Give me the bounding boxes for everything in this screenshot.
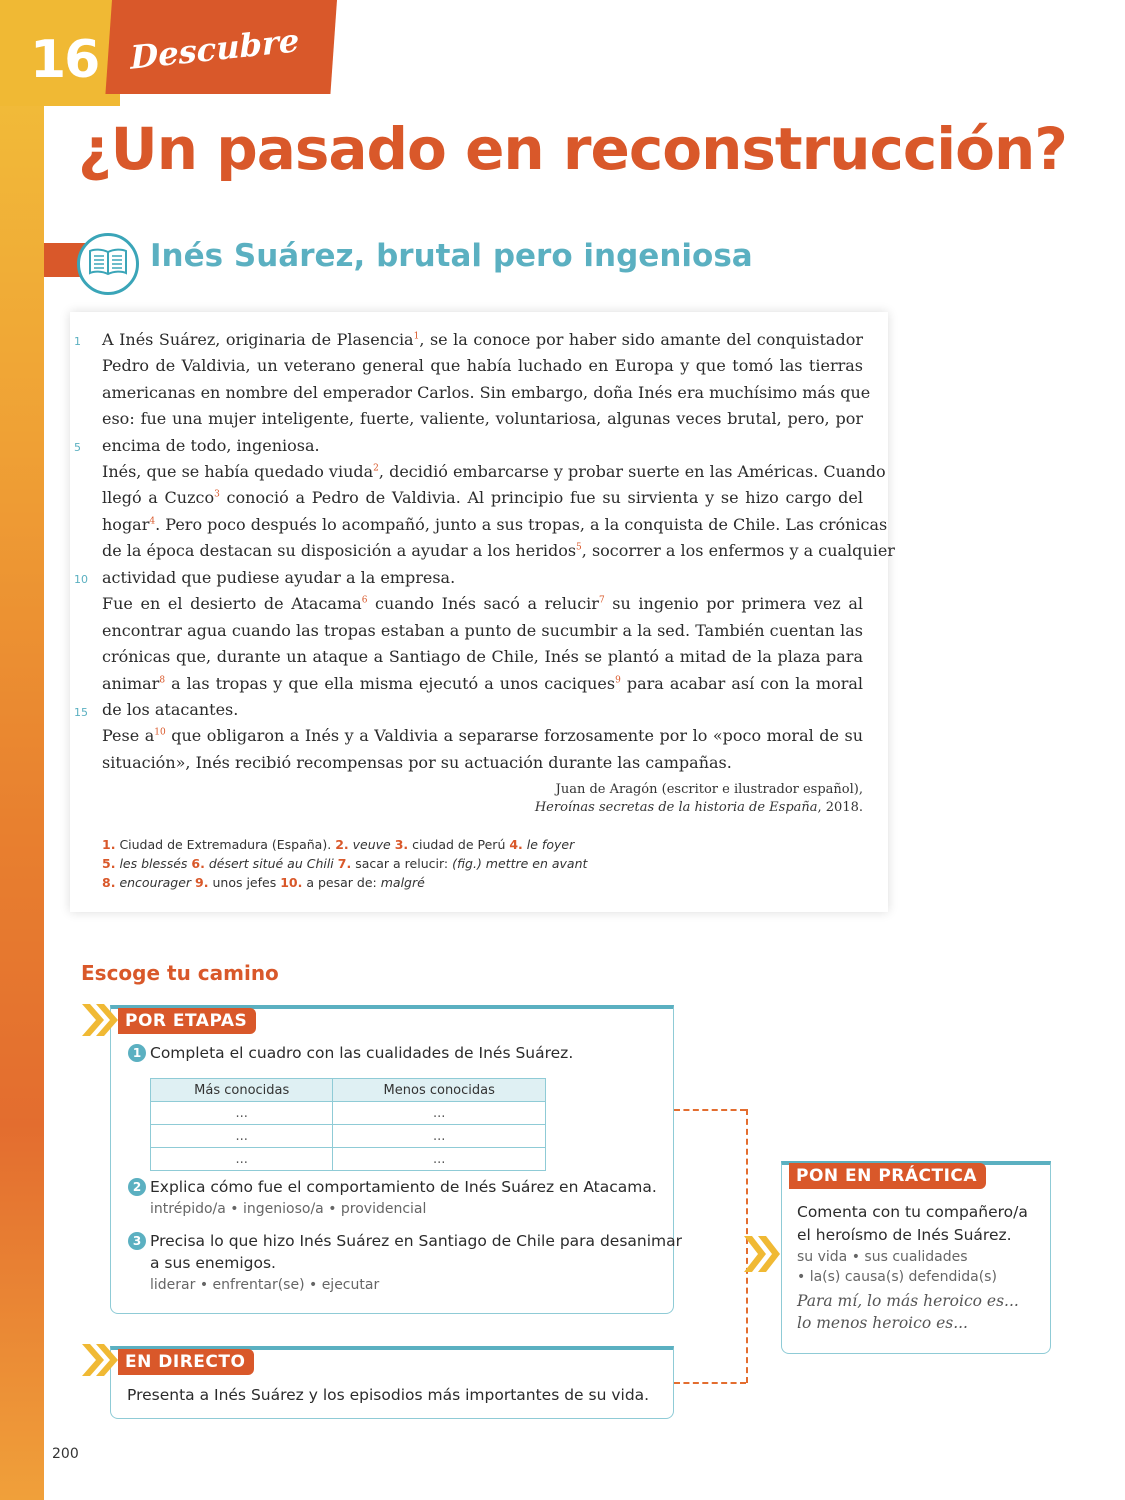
activities-heading: Escoge tu camino (81, 961, 279, 985)
open-book-icon (77, 233, 139, 295)
text-line: crónicas que, durante un ataque a Santiago de Chile, Inés se plantó a mitad de la plaza para (102, 647, 863, 666)
text-line: hogar$^4$. Pero poco después lo acompañó, junto a sus tropas, a la conquista de Chile. Las crónicas (102, 515, 888, 534)
unit-number-badge (0, 0, 120, 106)
chevron-double-icon (742, 1234, 784, 1274)
page-number: 200 (52, 1446, 79, 1462)
question-2-hint: intrépido/a • ingenioso/a • providencial (150, 1201, 427, 1217)
footnotes-line-1: 1. Ciudad de Extremadura (España). 2. veuve 3. ciudad de Perú 4. le foyer (102, 837, 575, 852)
text-line: Pedro de Valdivia, un veterano general que había luchado en Europa y que tomó las tierras (102, 356, 863, 375)
reading-heading: Inés Suárez, brutal pero ingeniosa (150, 238, 753, 274)
practice-text: Comenta con tu compañero/a (797, 1203, 1028, 1221)
table-header: Menos conocidas (333, 1079, 546, 1102)
table-cell[interactable]: ... (151, 1148, 333, 1171)
left-decorative-band (0, 0, 44, 1500)
table-cell[interactable]: ... (151, 1125, 333, 1148)
question-number: 2 (128, 1178, 146, 1196)
line-number: 1 (74, 335, 81, 348)
section-tab (105, 0, 337, 94)
question-3-continued: a sus enemigos. (150, 1254, 276, 1272)
section-tab-label: Descubre (129, 21, 300, 77)
line-number: 5 (74, 441, 81, 454)
table-row (151, 1148, 546, 1171)
question-2: 2 Explica cómo fue el comportamiento de Inés Suárez en Atacama. (128, 1178, 657, 1196)
question-number: 1 (128, 1044, 146, 1062)
table-cell[interactable]: ... (151, 1102, 333, 1125)
handwritten-prompt: lo menos heroico es... (797, 1314, 968, 1332)
line-number: 15 (74, 706, 88, 719)
table-cell[interactable]: ... (333, 1148, 546, 1171)
handwritten-prompt: Para mí, lo más heroico es... (797, 1292, 1019, 1310)
chevron-double-icon (80, 1002, 122, 1038)
por-etapas-label: POR ETAPAS (118, 1008, 256, 1034)
table-row (151, 1102, 546, 1125)
text-line: A Inés Suárez, originaria de Plasencia$^1$, se la conoce por haber sido amante del conquistador (102, 330, 863, 349)
text-line: encima de todo, ingeniosa. (102, 436, 320, 455)
practice-hint: su vida • sus cualidades (797, 1249, 968, 1265)
text-line: de la época destacan su disposición a ayudar a los heridos$^5$, socorrer a los enfermos y a cualquier (102, 541, 895, 560)
text-line: llegó a Cuzco$^3$ conoció a Pedro de Valdivia. Al principio fue su sirvienta y se hizo cargo del (102, 488, 864, 507)
practice-hint: • la(s) causa(s) defendida(s) (797, 1269, 997, 1285)
table-cell[interactable]: ... (333, 1125, 546, 1148)
qualities-table (150, 1078, 546, 1171)
question-3-hint: liderar • enfrentar(se) • ejecutar (150, 1277, 380, 1293)
chevron-double-icon (80, 1342, 122, 1378)
page-title: ¿Un pasado en reconstrucción? (78, 115, 1067, 183)
text-line: americanas en nombre del emperador Carlos. Sin embargo, doña Inés era muchísimo más que (102, 383, 871, 402)
line-number: 10 (74, 573, 88, 586)
text-line: de los atacantes. (102, 700, 239, 719)
connector-line (674, 1382, 746, 1384)
en-directo-label: EN DIRECTO (118, 1349, 254, 1375)
question-number: 3 (128, 1232, 146, 1250)
text-line: eso: fue una mujer inteligente, fuerte, valiente, voluntariosa, algunas veces brutal, pero, por (102, 409, 863, 428)
footnotes-line-2: 5. les blessés 6. désert situé au Chili 7. sacar a relucir: (fig.) mettre en avant (102, 856, 588, 871)
practice-text: el heroísmo de Inés Suárez. (797, 1226, 1012, 1244)
connector-line (674, 1109, 746, 1111)
table-row (151, 1125, 546, 1148)
text-line: actividad que pudiese ayudar a la empresa. (102, 568, 456, 587)
credit-author: Juan de Aragón (escritor e ilustrador español), (555, 782, 863, 797)
pon-en-practica-label: PON EN PRÁCTICA (789, 1163, 986, 1189)
question-3: 3 Precisa lo que hizo Inés Suárez en Santiago de Chile para desanimar (128, 1232, 682, 1250)
unit-number: 16 (30, 30, 99, 90)
question-1: 1 Completa el cuadro con las cualidades de Inés Suárez. (128, 1044, 573, 1062)
credit-work: Heroínas secretas de la historia de España, 2018. (534, 800, 863, 815)
table-header: Más conocidas (151, 1079, 333, 1102)
text-line: situación», Inés recibió recompensas por su actuación durante las campañas. (102, 753, 732, 772)
text-line: Inés, que se había quedado viuda$^2$, decidió embarcarse y probar suerte en las Américas. Cuando (102, 462, 886, 481)
table-cell[interactable]: ... (333, 1102, 546, 1125)
text-line: encontrar agua cuando las tropas estaban a punto de sucumbir a la sed. También cuentan las (102, 621, 863, 640)
text-line: Fue en el desierto de Atacama$^6$ cuando Inés sacó a relucir$^7$ su ingenio por primera vez al (102, 594, 864, 613)
en-directo-text: Presenta a Inés Suárez y los episodios más importantes de su vida. (127, 1386, 650, 1404)
footnotes-line-3: 8. encourager 9. unos jefes 10. a pesar de: malgré (102, 875, 425, 890)
text-line: Pese $a^{10}$ que obligaron a Inés y a Valdivia a separarse forzosamente por lo «poco moral de su (102, 726, 864, 745)
text-line: animar$^8$ a las tropas y que ella misma ejecutó a unos caciques$^9$ para acabar así con la moral (102, 674, 864, 693)
